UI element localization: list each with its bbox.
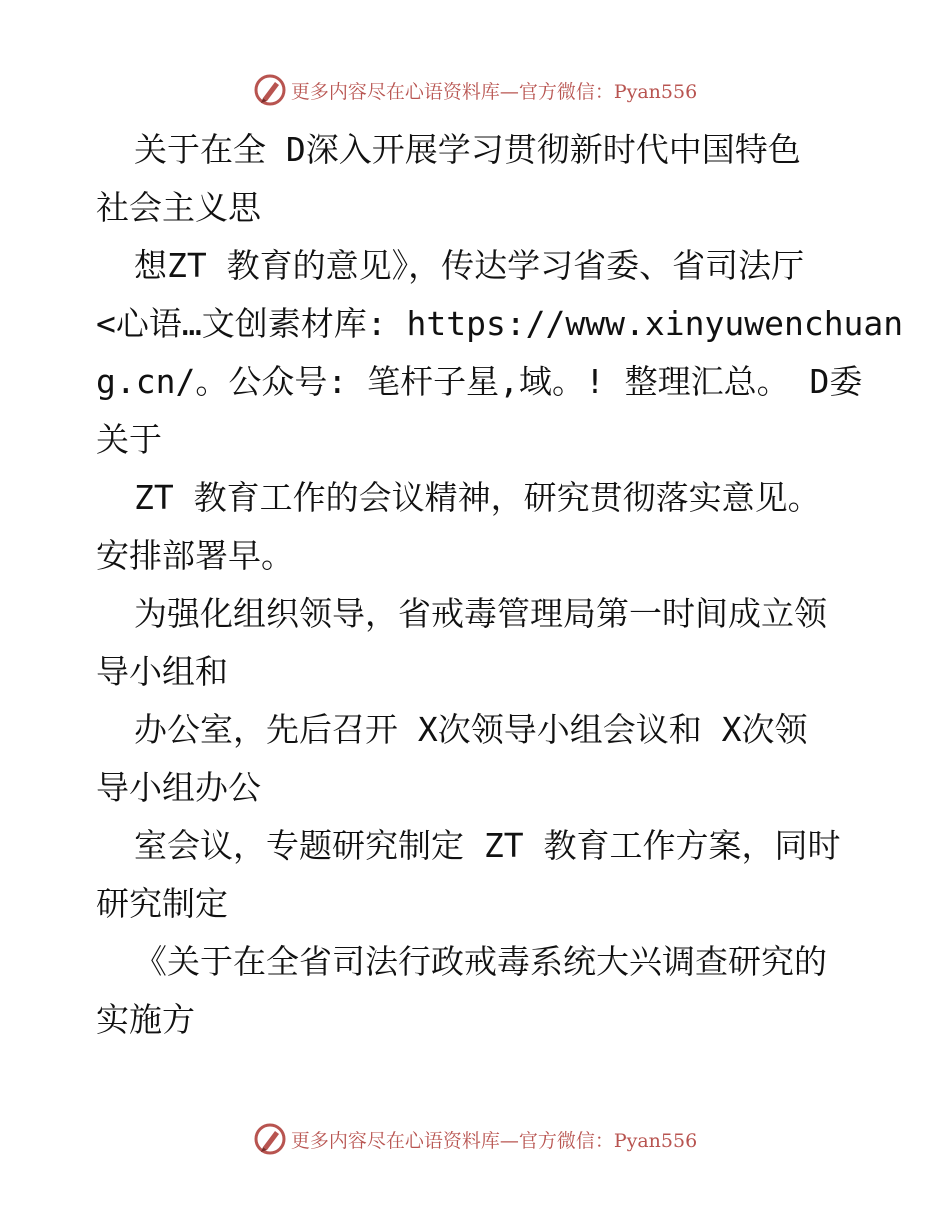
paragraph-2-line-4: 关于	[96, 420, 162, 459]
paragraph-4-line-1: 为强化组织领导，省戒毒管理局第一时间成立领	[134, 594, 827, 633]
footer-watermark-banner	[0, 1121, 950, 1157]
circular-pen-logo-icon	[253, 1122, 287, 1156]
circular-pen-logo-icon	[253, 73, 287, 107]
header-watermark-banner	[0, 72, 950, 108]
paragraph-1-line-1: 关于在全 D深入开展学习贯彻新时代中国特色	[134, 130, 801, 169]
paragraph-5-line-1: 办公室，先后召开 X次领导小组会议和 X次领	[134, 710, 808, 749]
paragraph-3-line-1: ZT 教育工作的会议精神，研究贯彻落实意见。	[134, 478, 821, 517]
paragraph-2-line-1: 想ZT 教育的意见》，传达学习省委、省司法厅	[134, 246, 805, 285]
paragraph-6-line-1: 室会议，专题研究制定 ZT 教育工作方案，同时	[134, 826, 841, 865]
paragraph-7-line-2: 实施方	[96, 1000, 195, 1039]
paragraph-7-line-1: 《关于在全省司法行政戒毒系统大兴调查研究的	[134, 942, 827, 981]
paragraph-5-line-2: 导小组办公	[96, 768, 261, 807]
paragraph-3-line-2: 安排部署早。	[96, 536, 294, 575]
paragraph-2-line-3: g.cn/。公众号: 笔杆子星,域。! 整理汇总。 D委	[96, 362, 863, 401]
paragraph-2-line-2: <心语…文创素材库: https://www.xinyuwenchuan	[96, 304, 904, 343]
footer-watermark-text: 更多内容尽在心语资料库—官方微信：Pyan556	[290, 1129, 698, 1152]
paragraph-4-line-2: 导小组和	[96, 652, 228, 691]
paragraph-1-line-2: 社会主义思	[96, 188, 261, 227]
header-watermark-text: 更多内容尽在心语资料库—官方微信：Pyan556	[290, 80, 698, 103]
paragraph-6-line-2: 研究制定	[96, 884, 228, 923]
